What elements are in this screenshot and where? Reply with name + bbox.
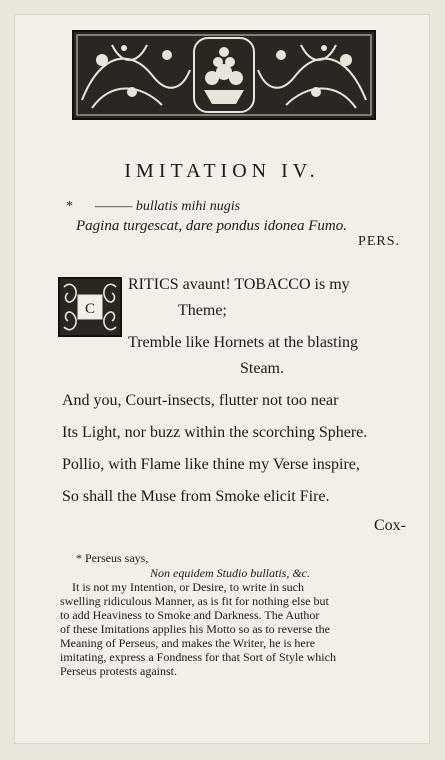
footnote-body [60,580,406,678]
epigraph-line-2: Pagina turgescat, dare pondus idonea Fumo. [76,218,347,234]
headpiece-ornament [72,30,376,120]
footnote-line: Perseus protests against. [60,664,177,678]
verse-line-7: Pollio, with Flame like thine my Verse inspire, [62,456,360,473]
verse-line-6: Its Light, nor buzz within the scorching Sphere. [62,424,368,441]
epigraph-author: PERS. [358,234,400,249]
verse-line-1: RITICS avaunt! TOBACCO is my [128,276,350,293]
epigraph-line-1 [66,199,240,215]
verse-line-2: Theme; [178,302,227,319]
epigraph-marker: * [66,199,73,214]
dropcap-letter: C [84,301,96,317]
footnote-line: to add Heaviness to Smoke and Darkness. The Author [60,608,320,622]
verse-line-8: So shall the Muse from Smoke elicit Fire. [62,488,330,505]
verse-line-4: Steam. [240,360,284,377]
footnote-intro: * Perseus says, [76,551,149,565]
footnote-quote: Non equidem Studio bullatis, &c. [150,566,310,580]
footnote-line: imitating, express a Fondness for that Sort of Style which [60,650,336,664]
verse-line-3: Tremble like Hornets at the blasting [128,334,359,351]
dropcap-ornament [58,277,122,337]
footnote-line: of these Imitations applies his Motto so as to reverse the [60,622,330,636]
footnote-line: swelling ridiculous Manner, as is fit for nothing else but [60,594,329,608]
footnote-line: It is not my Intention, or Desire, to write in such [72,580,304,594]
book-page [14,14,430,744]
verse-line-5: And you, Court-insects, flutter not too near [62,392,339,409]
epigraph-text-1: ——— bullatis mihi nugis [95,199,241,214]
footnote-line: Meaning of Perseus, and makes the Writer, he is here [60,636,316,650]
page-title: IMITATION IV. [124,160,320,182]
catchword: Cox- [374,517,406,534]
